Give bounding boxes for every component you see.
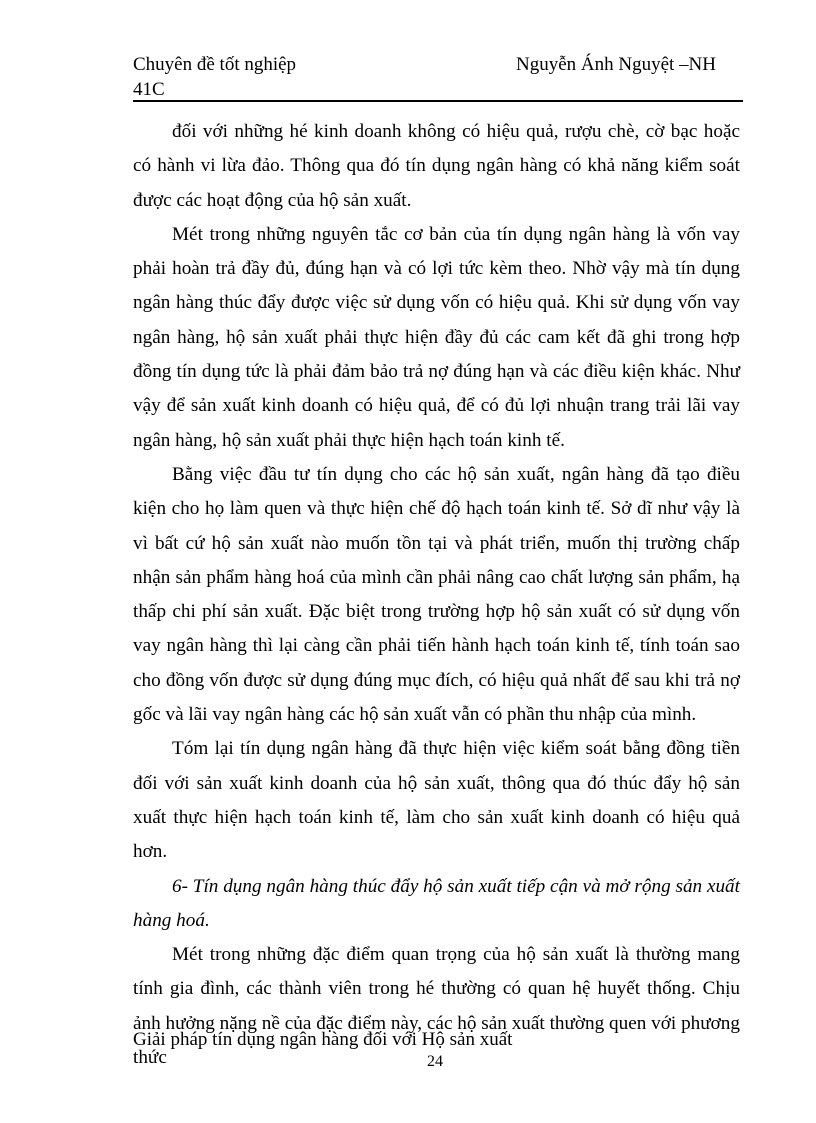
page-header [133, 52, 743, 102]
header-class-code: 41C [133, 79, 165, 100]
page-number: 24 [427, 1053, 443, 1070]
footer-title: Giải pháp tín dụng ngân hàng đối với Hộ sản xuất [133, 1029, 513, 1050]
header-document-type: Chuyên đề tốt nghiệp [133, 54, 297, 75]
paragraph-5: Mét trong những đặc điểm quan trọng của hộ sản xuất là thường mang tính gia đình, các thành viên trong hé thường có quan hệ huyết thống. Chịu ảnh hưởng nặng nề của đặc điểm này, các hộ sản xuất thường quen với phương thức [133, 944, 740, 1069]
paragraph-3: Bằng việc đầu tư tín dụng cho các hộ sản xuất, ngân hàng đã tạo điều kiện cho họ làm quen và thực hiện chế độ hạch toán kinh tế. Sở dĩ như vậy là vì bất cứ hộ sản xuất nào muốn tồn tại và phát triển, muốn thị trường chấp nhận sản phẩm hàng hoá của mình cần phải nâng cao chất lượng sản phẩm, hạ thấp chi phí sản xuất. Đặc biệt trong trường hợp hộ sản xuất có sử dụng vốn vay ngân hàng thì lại càng cần phải tiến hành hạch toán kinh tế, tính toán sao cho đồng vốn được sử dụng đúng mục đích, có hiệu quả nhất để sau khi trả nợ gốc và lãi vay ngân hàng các hộ sản xuất vẫn có phần thu nhập của mình. [133, 463, 740, 726]
paragraph-1: đối với những hé kinh doanh không có hiệu quả, rượu chè, cờ bạc hoặc có hành vi lừa đảo. Thông qua đó tín dụng ngân hàng có khả năng kiểm soát được các hoạt động của hộ sản xuất. [133, 121, 740, 211]
document-body [133, 115, 740, 1075]
header-author: Nguyễn Ánh Nguyệt –NH [516, 54, 717, 75]
header-left-block [133, 52, 296, 102]
paragraph-2: Mét trong những nguyên tắc cơ bản của tín dụng ngân hàng là vốn vay phải hoàn trả đầy đủ, đúng hạn và có lợi tức kèm theo. Nhờ vậy mà tín dụng ngân hàng thúc đẩy được việc sử dụng vốn có hiệu quả. Khi sử dụng vốn vay ngân hàng, hộ sản xuất phải thực hiện đầy đủ các cam kết đã ghi trong hợp đồng tín dụng tức là phải đảm bảo trả nợ đúng hạn và các điều kiện khác. Như vậy để sản xuất kinh doanh có hiệu quả, để có đủ lợi nhuận trang trải lãi vay ngân hàng, hộ sản xuất phải thực hiện hạch toán kinh tế. [133, 223, 740, 451]
section-heading: 6- Tín dụng ngân hàng thúc đẩy hộ sản xuất tiếp cận và mở rộng sản xuất hàng hoá. [133, 875, 740, 931]
paragraph-4: Tóm lại tín dụng ngân hàng đã thực hiện việc kiểm soát bằng đồng tiền đối với sản xuất kinh doanh của hộ sản xuất, thông qua đó thúc đẩy hộ sản xuất thực hiện hạch toán kinh tế, làm cho sản xuất kinh doanh có hiệu quả hơn. [133, 738, 740, 863]
